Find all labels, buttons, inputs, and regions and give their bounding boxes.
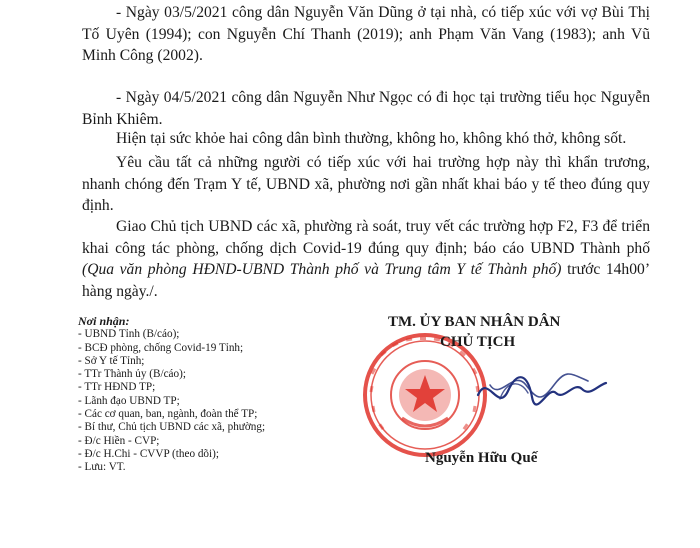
assignment-italic-note: (Qua văn phòng HĐND-UBND Thành phố và Trung tâm Y tế Thành phố) bbox=[82, 261, 562, 278]
recipients-block bbox=[78, 315, 378, 475]
paragraph-request-declaration: Yêu cầu tất cả những người có tiếp xúc với hai trường hợp này thì khẩn trương, nhanh chóng đến Trạm Y tế, UBND xã, phường nơi gần nhất khai báo y tế theo đúng quy định. bbox=[82, 154, 650, 214]
recipient-item: - TTr HĐND TP; bbox=[78, 381, 156, 394]
recipient-item: - Các cơ quan, ban, ngành, đoàn thể TP; bbox=[78, 408, 258, 421]
recipient-item: - Bí thư, Chủ tịch UBND các xã, phường; bbox=[78, 421, 266, 434]
recipient-item: - BCĐ phòng, chống Covid-19 Tỉnh; bbox=[78, 341, 244, 354]
recipient-item: - Sở Y tế Tỉnh; bbox=[78, 354, 145, 367]
recipient-item: - Lưu: VT. bbox=[78, 461, 126, 474]
paragraph-contacts-dung: - Ngày 03/5/2021 công dân Nguyễn Văn Dũng ở tại nhà, có tiếp xúc với vợ Bùi Thị Tố Uyên (1994); con Nguyễn Chí Thanh (2019); anh Phạm Văn Vang (1983); anh Vũ Minh Công (2002). bbox=[82, 4, 650, 64]
assignment-text: Giao Chủ tịch UBND các xã, phường rà soát, truy vết các trường hợp F2, F3 để triển khai công tác phòng, chống dịch Covid-19 đúng quy định; báo cáo UBND Thành phố bbox=[82, 218, 650, 257]
recipient-item: - UBND Tỉnh (B/cáo); bbox=[78, 328, 180, 341]
signing-authority: TM. ỦY BAN NHÂN DÂN bbox=[388, 314, 561, 330]
recipients-heading: Nơi nhận: bbox=[78, 314, 130, 328]
paragraph-health-status: Hiện tại sức khỏe hai công dân bình thường, không ho, không khó thở, không sốt. bbox=[116, 130, 627, 147]
recipient-item: - Đ/c Hiền - CVP; bbox=[78, 434, 160, 447]
recipient-item: - TTr Thành ủy (B/cáo); bbox=[78, 368, 186, 381]
signer-name: Nguyễn Hữu Quế bbox=[425, 450, 538, 466]
recipient-item: - Lãnh đạo UBND TP; bbox=[78, 394, 180, 407]
paragraph-assignment bbox=[82, 216, 650, 302]
signer-position: CHỦ TỊCH bbox=[440, 334, 516, 350]
signature-icon bbox=[470, 355, 610, 425]
assignment-deadline: trước 14h00’ hàng ngày./. bbox=[82, 261, 651, 300]
paragraph-contacts-ngoc: - Ngày 04/5/2021 công dân Nguyễn Như Ngọc có đi học tại trường tiểu học Nguyễn Bỉnh Khiêm. bbox=[82, 89, 650, 128]
recipient-item: - Đ/c H.Chi - CVVP (theo dõi); bbox=[78, 447, 219, 460]
